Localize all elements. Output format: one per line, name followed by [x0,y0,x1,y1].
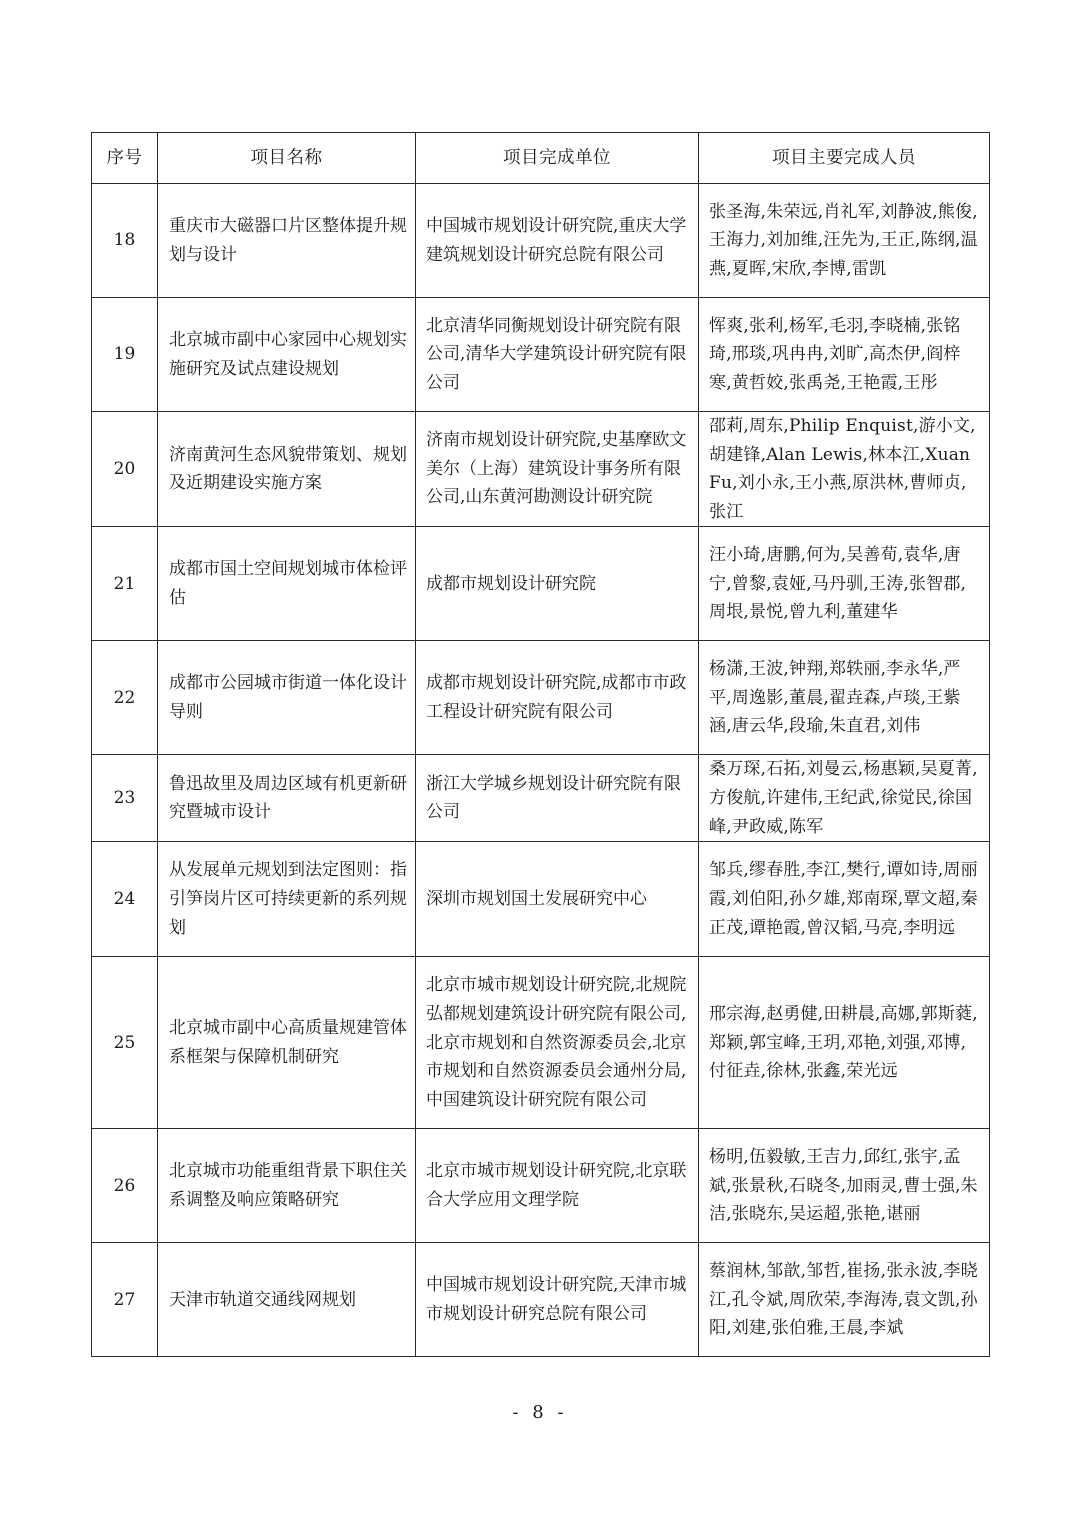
table-row [92,1243,990,1357]
header-project-name: 项目名称 [158,133,416,184]
table-row [92,641,990,755]
row-project-name: 天津市轨道交通线网规划 [158,1243,416,1357]
row-project-name: 北京城市副中心高质量规建管体系框架与保障机制研究 [158,957,416,1129]
row-main-people: 蔡润林,邹歆,邹哲,崔扬,张永波,李晓江,孔令斌,周欣荣,李海涛,袁文凯,孙阳,刘建,张伯雅,王晨,李斌 [699,1243,990,1357]
award-table-container [91,132,989,1357]
table-row [92,412,990,527]
table-row [92,842,990,957]
row-completion-unit: 成都市规划设计研究院,成都市市政工程设计研究院有限公司 [416,641,699,755]
row-completion-unit: 成都市规划设计研究院 [416,527,699,641]
row-completion-unit: 中国城市规划设计研究院,天津市城市规划设计研究总院有限公司 [416,1243,699,1357]
table-row [92,298,990,412]
row-no: 22 [92,641,158,755]
row-completion-unit: 深圳市规划国土发展研究中心 [416,842,699,957]
page-number: - 8 - [512,1402,568,1423]
row-no: 20 [92,412,158,527]
row-project-name: 北京城市副中心家园中心规划实施研究及试点建设规划 [158,298,416,412]
row-project-name: 成都市公园城市街道一体化设计导则 [158,641,416,755]
row-completion-unit: 北京市城市规划设计研究院,北规院弘都规划建筑设计研究院有限公司,北京市规划和自然资源委员会,北京市规划和自然资源委员会通州分局,中国建筑设计研究院有限公司 [416,957,699,1129]
table-row [92,957,990,1129]
row-completion-unit: 北京市城市规划设计研究院,北京联合大学应用文理学院 [416,1129,699,1243]
award-table [91,132,990,1357]
row-main-people: 杨明,伍毅敏,王吉力,邱红,张宇,孟斌,张景秋,石晓冬,加雨灵,曹士强,朱洁,张晓东,吴运超,张艳,谌丽 [699,1129,990,1243]
row-completion-unit: 北京清华同衡规划设计研究院有限公司,清华大学建筑设计研究院有限公司 [416,298,699,412]
table-row [92,527,990,641]
row-main-people: 杨潇,王波,钟翔,郑轶丽,李永华,严平,周逸影,董晨,翟垚森,卢琰,王紫涵,唐云华,段瑜,朱直君,刘伟 [699,641,990,755]
row-no: 18 [92,184,158,298]
row-project-name: 北京城市功能重组背景下职住关系调整及响应策略研究 [158,1129,416,1243]
header-no: 序号 [92,133,158,184]
row-completion-unit: 中国城市规划设计研究院,重庆大学建筑规划设计研究总院有限公司 [416,184,699,298]
header-main-people: 项目主要完成人员 [699,133,990,184]
table-row [92,1129,990,1243]
row-completion-unit: 浙江大学城乡规划设计研究院有限公司 [416,755,699,842]
table-row [92,755,990,842]
row-completion-unit: 济南市规划设计研究院,史基摩欧文美尔（上海）建筑设计事务所有限公司,山东黄河勘测设计研究院 [416,412,699,527]
row-no: 21 [92,527,158,641]
row-project-name: 济南黄河生态风貌带策划、规划及近期建设实施方案 [158,412,416,527]
row-no: 26 [92,1129,158,1243]
row-no: 23 [92,755,158,842]
row-project-name: 成都市国土空间规划城市体检评估 [158,527,416,641]
row-project-name: 鲁迅故里及周边区域有机更新研究暨城市设计 [158,755,416,842]
row-main-people: 邹兵,缪春胜,李江,樊行,谭如诗,周丽霞,刘伯阳,孙夕雄,郑南琛,覃文超,秦正茂,谭艳霞,曾汉韬,马亮,李明远 [699,842,990,957]
row-main-people: 张圣海,朱荣远,肖礼军,刘静波,熊俊,王海力,刘加维,汪先为,王正,陈纲,温燕,夏晖,宋欣,李博,雷凯 [699,184,990,298]
row-main-people: 邢宗海,赵勇健,田耕晨,高娜,郭斯蕤,郑颖,郭宝峰,王玥,邓艳,刘强,邓博,付征垚,徐林,张鑫,荣光远 [699,957,990,1129]
row-no: 25 [92,957,158,1129]
table-header-row [92,133,990,184]
row-project-name: 从发展单元规划到法定图则：指引笋岗片区可持续更新的系列规划 [158,842,416,957]
table-row [92,184,990,298]
row-no: 19 [92,298,158,412]
header-completion-unit: 项目完成单位 [416,133,699,184]
row-main-people: 汪小琦,唐鹏,何为,吴善荀,袁华,唐宁,曾黎,袁娅,马丹驯,王涛,张智郡,周垠,景悦,曾九利,董建华 [699,527,990,641]
row-main-people: 邵莉,周东,Philip Enquist,游小文,胡建锋,Alan Lewis,林本江,Xuan Fu,刘小永,王小燕,原洪林,曹师贞,张江 [699,412,990,527]
row-project-name: 重庆市大磁器口片区整体提升规划与设计 [158,184,416,298]
row-no: 24 [92,842,158,957]
row-main-people: 恽爽,张利,杨军,毛羽,李晓楠,张铭琦,邢琰,巩冉冉,刘旷,高杰伊,阎梓寒,黄哲姣,张禹尧,王艳霞,王彤 [699,298,990,412]
row-main-people: 桑万琛,石拓,刘曼云,杨惠颖,吴夏菁,方俊航,许建伟,王纪武,徐觉民,徐国峰,尹政威,陈军 [699,755,990,842]
row-no: 27 [92,1243,158,1357]
